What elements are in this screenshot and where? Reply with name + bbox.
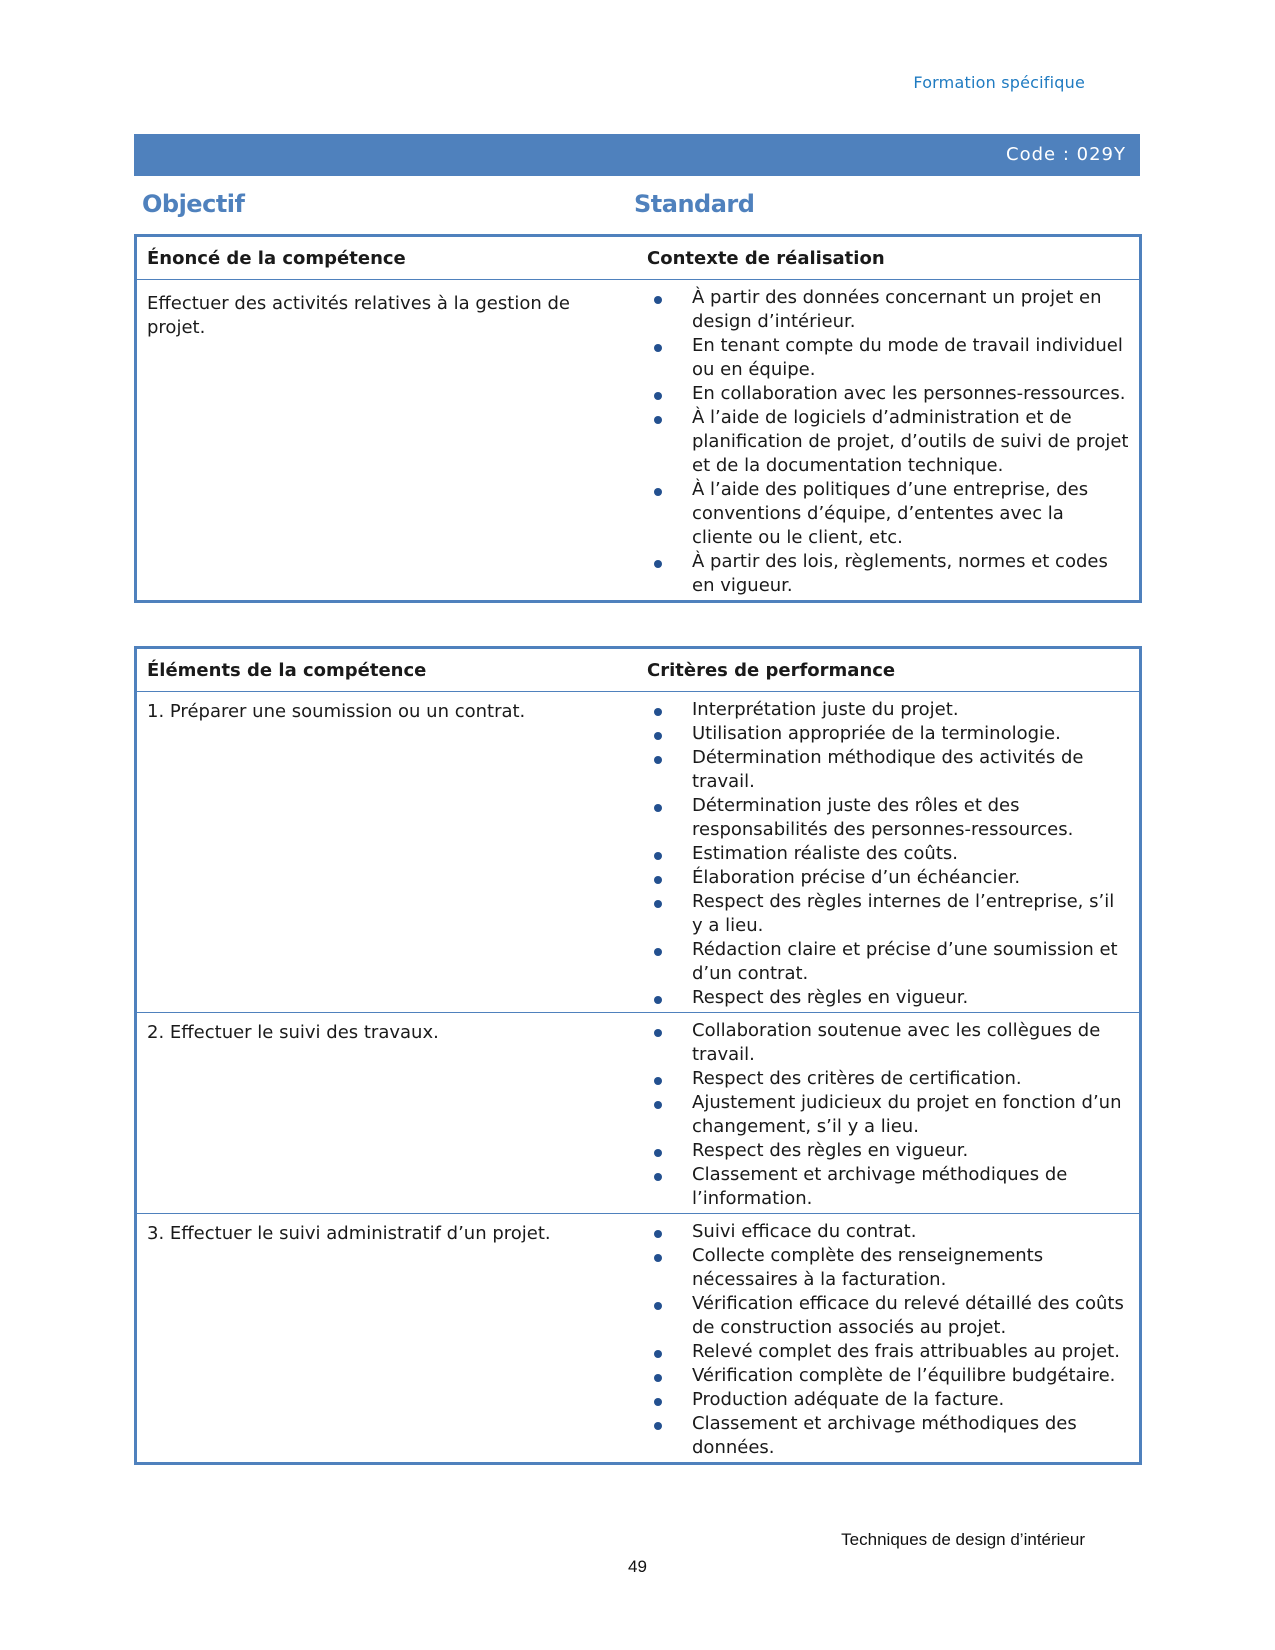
list-item-text: Détermination juste des rôles et des responsabilités des personnes-ressources. [692,795,1074,840]
bullet-icon [654,1230,662,1238]
table-row [137,1013,1139,1214]
list-item-text: Estimation réaliste des coûts. [692,843,958,864]
list-item [647,794,1129,842]
bullet-icon [654,900,662,908]
list-item-text: Classement et archivage méthodiques de l’information. [692,1164,1068,1209]
code-bar [134,134,1140,176]
list-item [647,1340,1129,1364]
bullet-icon [654,1254,662,1262]
list-item-text: Utilisation appropriée de la terminologie. [692,723,1061,744]
list-item-text: À partir des données concernant un projet en design d’intérieur. [692,287,1102,332]
list-item [647,938,1129,986]
bullet-icon [654,560,662,568]
list-item [647,550,1129,598]
list-item-text: Collecte complète des renseignements nécessaires à la facturation. [692,1245,1044,1290]
list-item-text: Détermination méthodique des activités de travail. [692,747,1084,792]
list-item [647,1412,1129,1460]
competency-statement: Effectuer des activités relatives à la gestion de projet. [147,293,570,338]
footer-program-title: Techniques de design d’intérieur [841,1530,1085,1549]
criteria-list [647,698,1129,1010]
bullet-icon [654,1398,662,1406]
element-label: 2. Effectuer le suivi des travaux. [147,1022,439,1043]
bullet-icon [654,488,662,496]
list-item [647,1220,1129,1244]
bullet-icon [654,852,662,860]
criteria-cell [637,1013,1139,1213]
list-item-text: Suivi efficace du contrat. [692,1221,917,1242]
competency-statement-table [134,234,1142,603]
statement-header: Énoncé de la compétence [147,248,406,269]
bullet-icon [654,1149,662,1157]
program-section-header: Formation spécifique [913,73,1085,92]
list-item-text: Collaboration soutenue avec les collègues de travail. [692,1020,1101,1065]
bullet-icon [654,1302,662,1310]
list-item-text: Relevé complet des frais attribuables au projet. [692,1341,1120,1362]
list-item-text: Production adéquate de la facture. [692,1389,1005,1410]
bullet-icon [654,996,662,1004]
table-header-row [137,237,1139,280]
list-item-text: Élaboration précise d’un échéancier. [692,867,1021,888]
list-item [647,1163,1129,1211]
list-item [647,406,1129,478]
criteria-cell [637,692,1139,1012]
bullet-icon [654,1077,662,1085]
table-header-row [137,649,1139,692]
list-item [647,382,1129,406]
list-item-text: Ajustement judicieux du projet en fonction d’un changement, s’il y a lieu. [692,1092,1122,1137]
table-row [137,692,1139,1013]
list-item-text: À l’aide de logiciels d’administration et de planification de projet, d’outils de suivi de projet et de la documentation technique. [692,407,1129,476]
list-item-text: À l’aide des politiques d’une entreprise, des conventions d’équipe, d’ententes avec la cliente ou le client, etc. [692,479,1089,548]
elements-header: Éléments de la compétence [147,660,427,681]
list-item-text: Vérification efficace du relevé détaillé des coûts de construction associés au projet. [692,1293,1124,1338]
element-label: 1. Préparer une soumission ou un contrat. [147,701,526,722]
list-item [647,842,1129,866]
bullet-icon [654,876,662,884]
list-item-text: À partir des lois, règlements, normes et codes en vigueur. [692,551,1108,596]
bullet-icon [654,1350,662,1358]
bullet-icon [654,1422,662,1430]
list-item [647,986,1129,1010]
element-label: 3. Effectuer le suivi administratif d’un projet. [147,1223,551,1244]
bullet-icon [654,296,662,304]
list-item [647,890,1129,938]
criteria-cell [637,1214,1139,1462]
bullet-icon [654,948,662,956]
standard-title: Standard [634,190,755,218]
list-item-text: En tenant compte du mode de travail individuel ou en équipe. [692,335,1123,380]
bullet-icon [654,1374,662,1382]
competency-elements-table [134,646,1142,1465]
objective-title: Objectif [142,190,245,218]
list-item-text: En collaboration avec les personnes-ressources. [692,383,1126,404]
list-item-text: Respect des règles en vigueur. [692,1140,969,1161]
bullet-icon [654,804,662,812]
list-item [647,722,1129,746]
bullet-icon [654,708,662,716]
context-list-cell [637,280,1139,600]
list-item [647,1244,1129,1292]
table-row [137,1214,1139,1462]
list-item [647,334,1129,382]
list-item [647,1364,1129,1388]
bullet-icon [654,392,662,400]
criteria-header: Critères de performance [647,660,896,681]
competency-code: Code : 029Y [1006,144,1126,165]
list-item [647,286,1129,334]
bullet-icon [654,1029,662,1037]
context-list [647,286,1129,598]
list-item-text: Interprétation juste du projet. [692,699,959,720]
context-header: Contexte de réalisation [647,248,885,269]
list-item [647,698,1129,722]
bullet-icon [654,732,662,740]
list-item-text: Respect des règles internes de l’entreprise, s’il y a lieu. [692,891,1115,936]
list-item [647,1019,1129,1067]
criteria-list [647,1220,1129,1460]
list-item [647,1388,1129,1412]
list-item [647,746,1129,794]
list-item-text: Vérification complète de l’équilibre budgétaire. [692,1365,1116,1386]
list-item [647,866,1129,890]
list-item-text: Classement et archivage méthodiques des données. [692,1413,1077,1458]
bullet-icon [654,416,662,424]
bullet-icon [654,1101,662,1109]
criteria-list [647,1019,1129,1211]
list-item [647,1091,1129,1139]
list-item [647,478,1129,550]
list-item [647,1067,1129,1091]
list-item [647,1292,1129,1340]
page-number: 49 [628,1557,647,1576]
bullet-icon [654,1173,662,1181]
list-item-text: Respect des règles en vigueur. [692,987,969,1008]
bullet-icon [654,756,662,764]
list-item [647,1139,1129,1163]
table-row [137,280,1139,600]
list-item-text: Respect des critères de certification. [692,1068,1022,1089]
list-item-text: Rédaction claire et précise d’une soumission et d’un contrat. [692,939,1118,984]
bullet-icon [654,344,662,352]
